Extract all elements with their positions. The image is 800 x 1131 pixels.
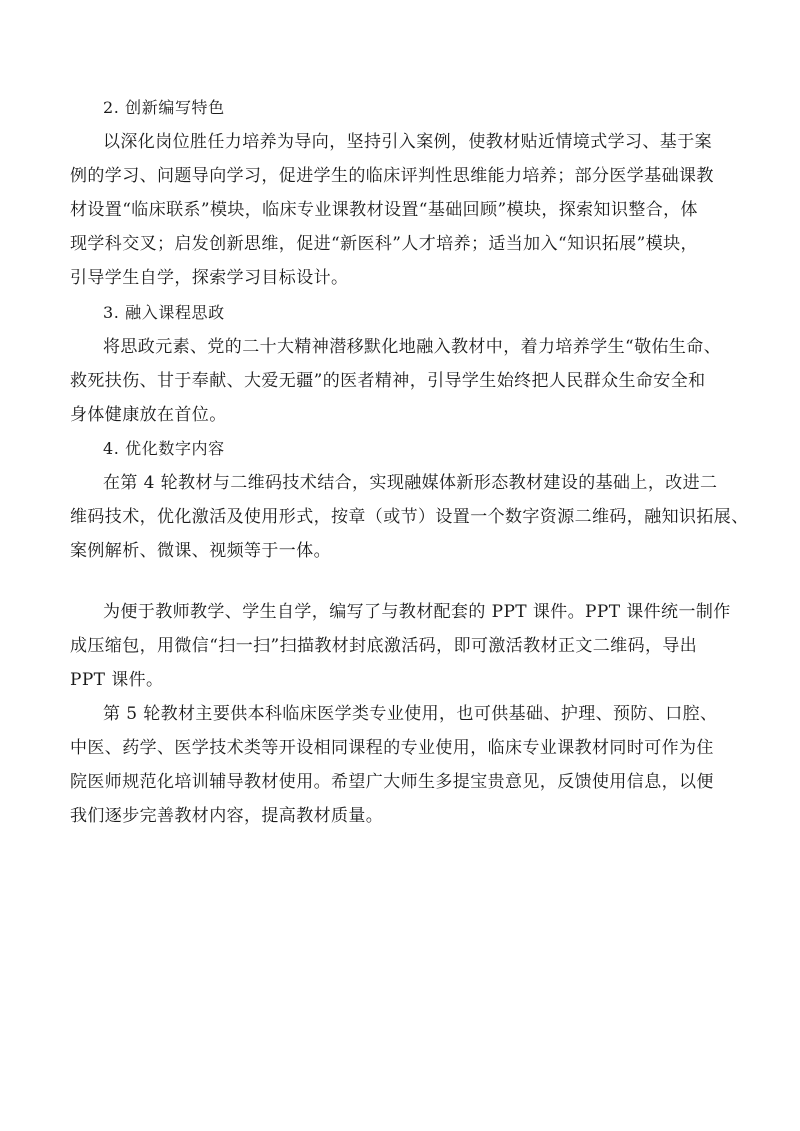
paragraph-line: 院医师规范化培训辅导教材使用。希望广大师生多提宝贵意见，反馈使用信息，以便 — [70, 772, 714, 792]
paragraph-line: 我们逐步完善教材内容，提高教材质量。 — [70, 806, 384, 826]
paragraph-line: 第 5 轮教材主要供本科临床医学类专业使用，也可供基础、护理、预防、口腔、 — [103, 704, 718, 724]
section-heading-ideology: 3. 融入课程思政 — [103, 303, 225, 322]
paragraph-line: 现学科交叉；启发创新思维，促进“新医科”人才培养；适当加入“知识拓展”模块， — [70, 234, 698, 254]
paragraph-line: 成压缩包，用微信“扫一扫”扫描教材封底激活码，即可激活教材正文二维码，导出 — [70, 636, 698, 656]
paragraph-line: 为便于教师教学、学生自学，编写了与教材配套的 PPT 课件。PPT 课件统一制作 — [103, 602, 731, 622]
paragraph-line: 例的学习、问题导向学习，促进学生的临床评判性思维能力培养；部分医学基础课教 — [70, 166, 714, 186]
paragraph-line: 维码技术，优化激活及使用形式，按章（或节）设置一个数字资源二维码，融知识拓展、 — [70, 507, 749, 527]
paragraph-line: 引导学生自学，探索学习目标设计。 — [70, 268, 349, 288]
paragraph-line: 中医、药学、医学技术类等开设相同课程的专业使用，临床专业课教材同时可作为住 — [70, 738, 714, 758]
paragraph-line: 身体健康放在首位。 — [70, 405, 227, 425]
paragraph-line: 以深化岗位胜任力培养为导向，坚持引入案例，使教材贴近情境式学习、基于案 — [103, 132, 712, 152]
paragraph-line: PPT 课件。 — [70, 670, 164, 690]
paragraph-line: 案例解析、微课、视频等于一体。 — [70, 541, 331, 561]
paragraph-line: 在第 4 轮教材与二维码技术结合，实现融媒体新形态教材建设的基础上，改进二 — [103, 473, 718, 493]
paragraph-line: 救死扶伤、甘于奉献、大爱无疆”的医者精神，引导学生始终把人民群众生命安全和 — [70, 371, 706, 391]
paragraph-line: 材设置“临床联系”模块，临床专业课教材设置“基础回顾”模块，探索知识整合，体 — [70, 200, 698, 220]
section-heading-innovation: 2. 创新编写特色 — [103, 98, 225, 117]
section-heading-digital: 4. 优化数字内容 — [103, 439, 225, 458]
paragraph-line: 将思政元素、党的二十大精神潜移默化地融入教材中，着力培养学生“敬佑生命、 — [103, 337, 722, 357]
